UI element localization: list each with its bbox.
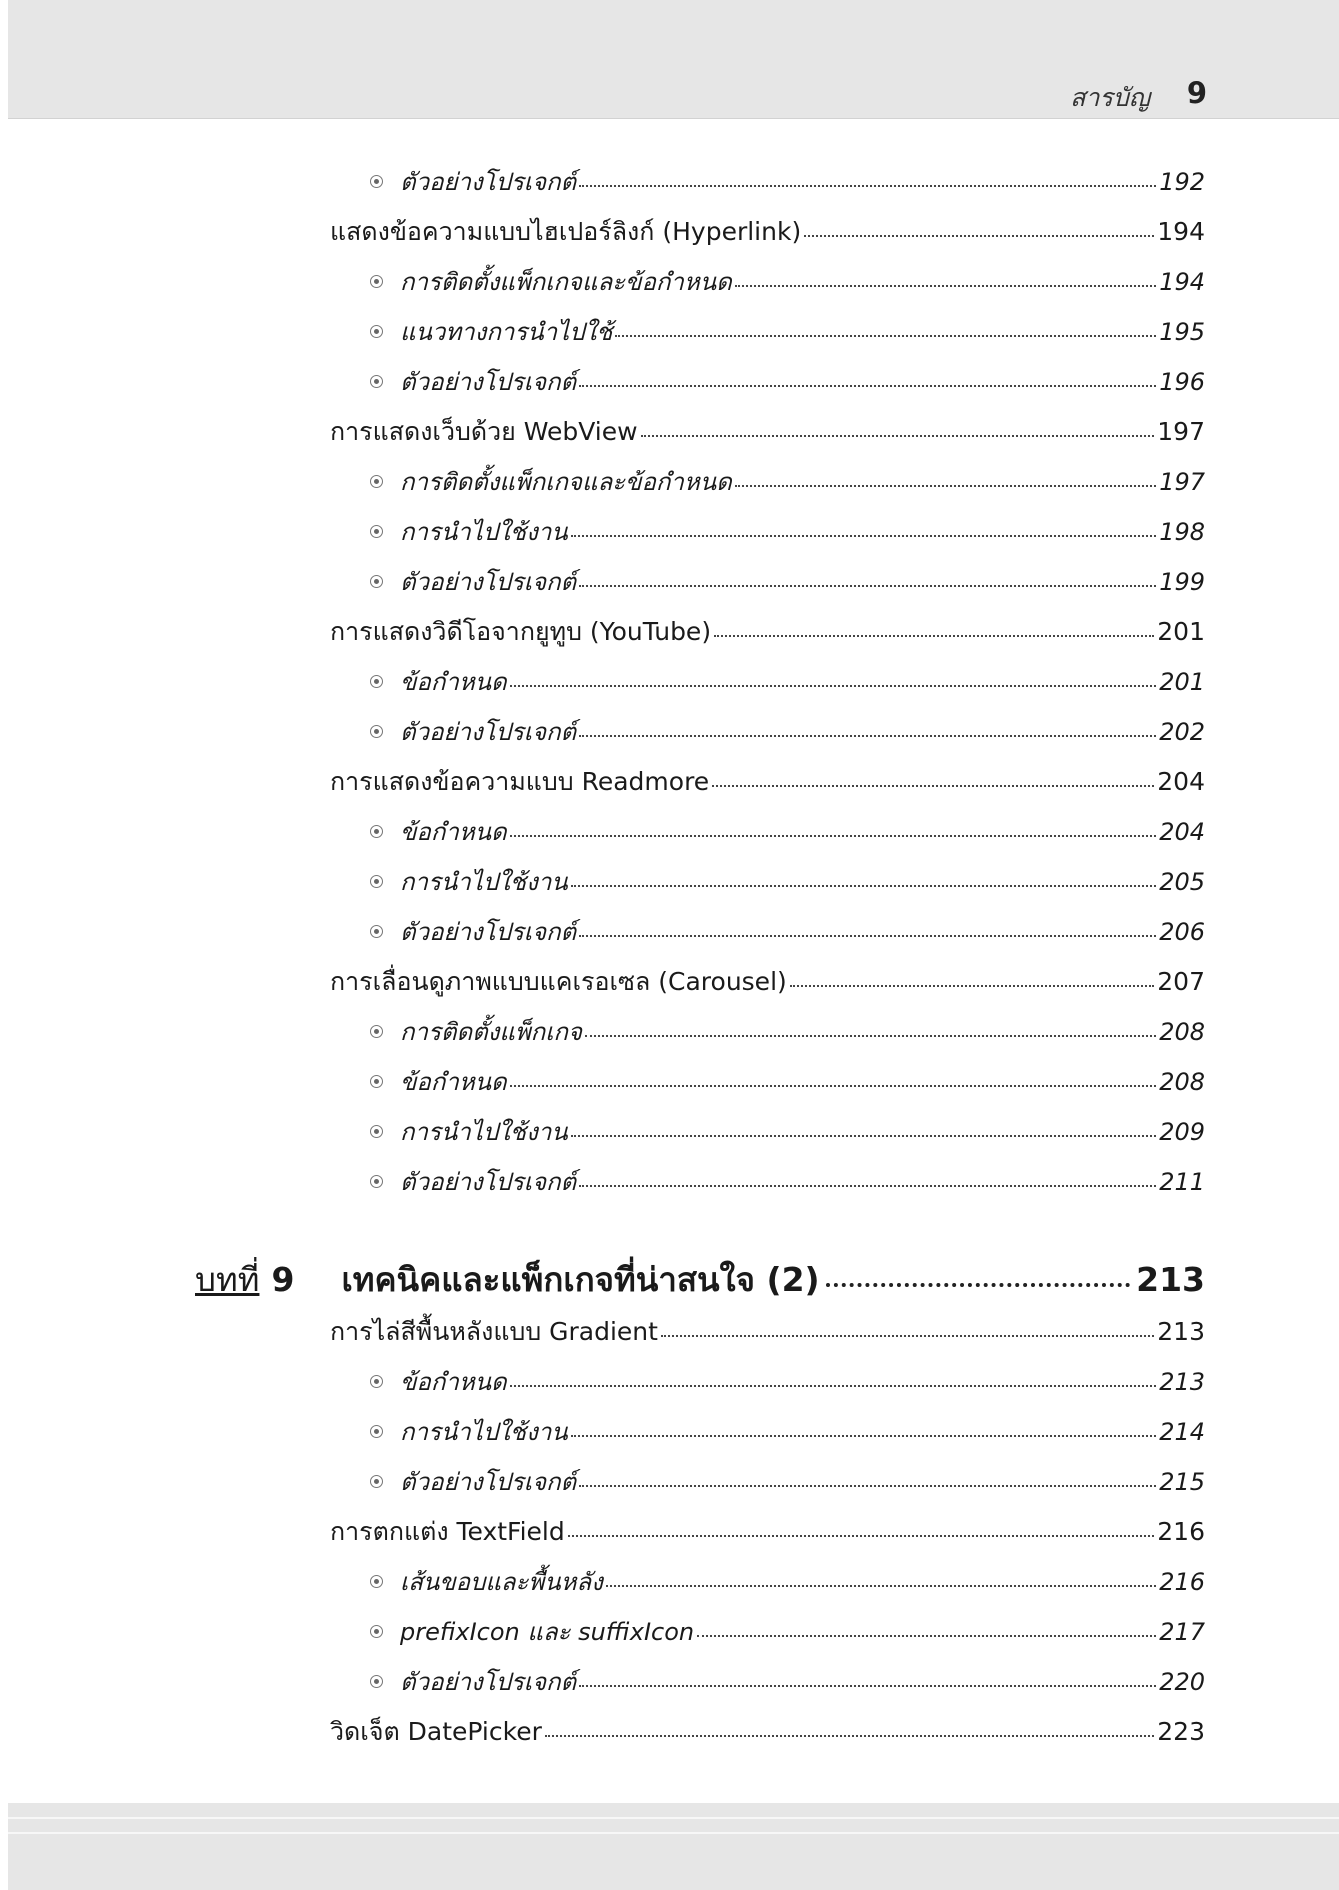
toc-entry-page-number: 194 — [1157, 217, 1205, 246]
toc-section-entry — [330, 762, 1205, 812]
toc-entry-page-number: 202 — [1159, 718, 1205, 746]
toc-section-entry — [330, 412, 1205, 462]
toc-entry-title: ตัวอย่างโปรเจกต์ — [400, 1168, 577, 1196]
toc-entry-page-number: 223 — [1157, 1717, 1205, 1746]
circle-bullet-icon — [370, 725, 383, 738]
circle-bullet-icon — [370, 1675, 383, 1688]
toc-entry-title: ตัวอย่างโปรเจกต์ — [400, 168, 577, 196]
dot-leader — [714, 635, 1154, 637]
circle-bullet-icon — [370, 675, 383, 688]
toc-subsection-entry — [370, 312, 1205, 362]
toc-entry-page-number: 213 — [1159, 1368, 1205, 1396]
toc-subsection-entry — [370, 1562, 1205, 1612]
circle-bullet-icon — [370, 925, 383, 938]
footer-band — [8, 1803, 1339, 1890]
toc-subsection-entry — [370, 712, 1205, 762]
circle-bullet-icon — [370, 1375, 383, 1388]
toc-entry-page-number: 215 — [1159, 1468, 1205, 1496]
toc-section-entry — [330, 962, 1205, 1012]
dot-leader — [641, 435, 1155, 437]
toc-entry-page-number: 213 — [1157, 1317, 1205, 1346]
dot-leader — [571, 1135, 1156, 1137]
dot-leader — [510, 1085, 1157, 1087]
dot-leader — [615, 335, 1156, 337]
toc-subsection-entry — [370, 1162, 1205, 1212]
toc-entry-title: การแสดงข้อความแบบ Readmore — [330, 767, 710, 796]
toc-entry-title: เส้นขอบและพื้นหลัง — [400, 1568, 603, 1596]
dot-leader — [579, 1485, 1156, 1487]
dot-leader — [579, 735, 1156, 737]
dot-leader — [735, 485, 1156, 487]
circle-bullet-icon — [370, 275, 383, 288]
dot-leader — [579, 1685, 1156, 1687]
toc-subsection-entry — [370, 162, 1205, 212]
dot-leader — [606, 1585, 1156, 1587]
dot-leader — [585, 1035, 1156, 1037]
toc-subsection-entry — [370, 1462, 1205, 1512]
toc-entry-page-number: 214 — [1159, 1418, 1205, 1446]
chapter-heading — [195, 1253, 1205, 1313]
dot-leader — [697, 1635, 1156, 1637]
toc-subsection-entry — [370, 1612, 1205, 1662]
dot-leader — [545, 1735, 1154, 1737]
circle-bullet-icon — [370, 375, 383, 388]
toc-entry-title: การติดตั้งแพ็กเกจและข้อกำหนด — [400, 268, 732, 296]
circle-bullet-icon — [370, 1425, 383, 1438]
toc-entry-title: ตัวอย่างโปรเจกต์ — [400, 1668, 577, 1696]
dot-leader — [579, 185, 1156, 187]
dot-leader — [510, 835, 1157, 837]
toc-subsection-entry — [370, 1112, 1205, 1162]
circle-bullet-icon — [370, 1475, 383, 1488]
toc-subsection-entry — [370, 1062, 1205, 1112]
toc-entry-title: แนวทางการนำไปใช้ — [400, 318, 613, 346]
toc-entry-title: การนำไปใช้งาน — [400, 1418, 568, 1446]
dot-leader — [579, 935, 1156, 937]
toc-entry-page-number: 217 — [1159, 1618, 1205, 1646]
circle-bullet-icon — [370, 525, 383, 538]
toc-entry-page-number: 211 — [1159, 1168, 1205, 1196]
toc-entry-title: การไล่สีพื้นหลังแบบ Gradient — [330, 1317, 658, 1346]
footer-stripe — [8, 1817, 1339, 1819]
toc-subsection-entry — [370, 1012, 1205, 1062]
toc-entry-page-number: 205 — [1159, 868, 1205, 896]
chapter-title: เทคนิคและแพ็กเกจที่น่าสนใจ (2) — [341, 1260, 820, 1299]
toc-entry-title: การนำไปใช้งาน — [400, 868, 568, 896]
chapter-number: 9 — [271, 1260, 295, 1299]
toc-entry-page-number: 198 — [1159, 518, 1205, 546]
toc-entry-title: ข้อกำหนด — [400, 1068, 507, 1096]
toc-entry-title: prefixIcon และ suffixIcon — [400, 1618, 695, 1646]
toc-section-entry — [330, 1712, 1205, 1762]
toc-subsection-entry — [370, 362, 1205, 412]
circle-bullet-icon — [370, 475, 383, 488]
toc-entry-page-number: 208 — [1159, 1018, 1205, 1046]
toc-entry-title: วิดเจ็ต DatePicker — [330, 1717, 542, 1746]
toc-entry-page-number: 201 — [1159, 668, 1205, 696]
dot-leader — [661, 1335, 1154, 1337]
toc-entry-page-number: 201 — [1157, 617, 1205, 646]
dot-leader — [571, 885, 1156, 887]
toc-entry-page-number: 209 — [1159, 1118, 1205, 1146]
dot-leader — [571, 535, 1156, 537]
toc-entry-title: แสดงข้อความแบบไฮเปอร์ลิงก์ (Hyperlink) — [330, 217, 802, 246]
toc-subsection-entry — [370, 1412, 1205, 1462]
toc-section-entry — [330, 1512, 1205, 1562]
toc-entry-title: การติดตั้งแพ็กเกจและข้อกำหนด — [400, 468, 732, 496]
chapter-page-number: 213 — [1136, 1260, 1205, 1299]
toc-entry-title: การนำไปใช้งาน — [400, 1118, 568, 1146]
toc-entry-page-number: 199 — [1159, 568, 1205, 596]
toc-entry-page-number: 197 — [1157, 417, 1205, 446]
dot-leader — [571, 1435, 1156, 1437]
toc-entry-title: การเลื่อนดูภาพแบบแคเรอเซล (Carousel) — [330, 967, 787, 996]
circle-bullet-icon — [370, 1575, 383, 1588]
dot-leader — [735, 285, 1156, 287]
toc-entry-title: ตัวอย่างโปรเจกต์ — [400, 918, 577, 946]
circle-bullet-icon — [370, 1075, 383, 1088]
dot-leader — [568, 1535, 1155, 1537]
circle-bullet-icon — [370, 1175, 383, 1188]
toc-subsection-entry — [370, 512, 1205, 562]
dot-leader — [510, 685, 1157, 687]
toc-subsection-entry — [370, 862, 1205, 912]
circle-bullet-icon — [370, 575, 383, 588]
toc-subsection-entry — [370, 462, 1205, 512]
toc-entry-title: การตกแต่ง TextField — [330, 1517, 565, 1546]
dot-leader — [510, 1385, 1157, 1387]
dot-leader — [712, 785, 1154, 787]
dot-leader — [804, 235, 1154, 237]
toc-subsection-entry — [370, 262, 1205, 312]
toc-subsection-entry — [370, 1362, 1205, 1412]
toc-entry-page-number: 204 — [1157, 767, 1205, 796]
toc-entry-page-number: 216 — [1157, 1517, 1205, 1546]
running-header-title: สารบัญ — [1070, 83, 1150, 112]
toc-entry-page-number: 195 — [1159, 318, 1205, 346]
circle-bullet-icon — [370, 1625, 383, 1638]
toc-entry-page-number: 197 — [1159, 468, 1205, 496]
toc-entry-page-number: 196 — [1159, 368, 1205, 396]
toc-section-entry — [330, 212, 1205, 262]
circle-bullet-icon — [370, 1025, 383, 1038]
toc-entry-page-number: 192 — [1159, 168, 1205, 196]
dot-leader — [790, 985, 1155, 987]
toc-section-entry — [330, 612, 1205, 662]
toc-entry-page-number: 220 — [1159, 1668, 1205, 1696]
dot-leader — [579, 585, 1156, 587]
toc-entry-title: ข้อกำหนด — [400, 1368, 507, 1396]
toc-entry-page-number: 204 — [1159, 818, 1205, 846]
toc-entry-title: ตัวอย่างโปรเจกต์ — [400, 1468, 577, 1496]
toc-subsection-entry — [370, 812, 1205, 862]
toc-entry-title: ตัวอย่างโปรเจกต์ — [400, 568, 577, 596]
toc-subsection-entry — [370, 662, 1205, 712]
toc-entry-title: ข้อกำหนด — [400, 818, 507, 846]
circle-bullet-icon — [370, 1125, 383, 1138]
dot-leader — [579, 385, 1156, 387]
circle-bullet-icon — [370, 875, 383, 888]
toc-entry-title: การแสดงเว็บด้วย WebView — [330, 417, 638, 446]
toc-section-entry — [330, 1312, 1205, 1362]
toc-entry-page-number: 194 — [1159, 268, 1205, 296]
toc-entry-title: ตัวอย่างโปรเจกต์ — [400, 368, 577, 396]
toc-entry-page-number: 216 — [1159, 1568, 1205, 1596]
dot-leader — [579, 1185, 1156, 1187]
circle-bullet-icon — [370, 175, 383, 188]
toc-entry-page-number: 208 — [1159, 1068, 1205, 1096]
toc-entry-title: ข้อกำหนด — [400, 668, 507, 696]
toc-entry-title: ตัวอย่างโปรเจกต์ — [400, 718, 577, 746]
toc-entry-page-number: 206 — [1159, 918, 1205, 946]
toc-entry-title: การติดตั้งแพ็กเกจ — [400, 1018, 582, 1046]
chapter-label: บทที่ — [195, 1260, 260, 1299]
toc-entry-title: การนำไปใช้งาน — [400, 518, 568, 546]
running-header-page-number: 9 — [1186, 76, 1207, 110]
toc-subsection-entry — [370, 1662, 1205, 1712]
toc-entry-title: การแสดงวิดีโอจากยูทูบ (YouTube) — [330, 617, 712, 646]
circle-bullet-icon — [370, 825, 383, 838]
toc-entry-page-number: 207 — [1157, 967, 1205, 996]
toc-subsection-entry — [370, 912, 1205, 962]
circle-bullet-icon — [370, 325, 383, 338]
toc-subsection-entry — [370, 562, 1205, 612]
chapter-dot-leader — [826, 1283, 1130, 1287]
footer-stripe — [8, 1832, 1339, 1834]
